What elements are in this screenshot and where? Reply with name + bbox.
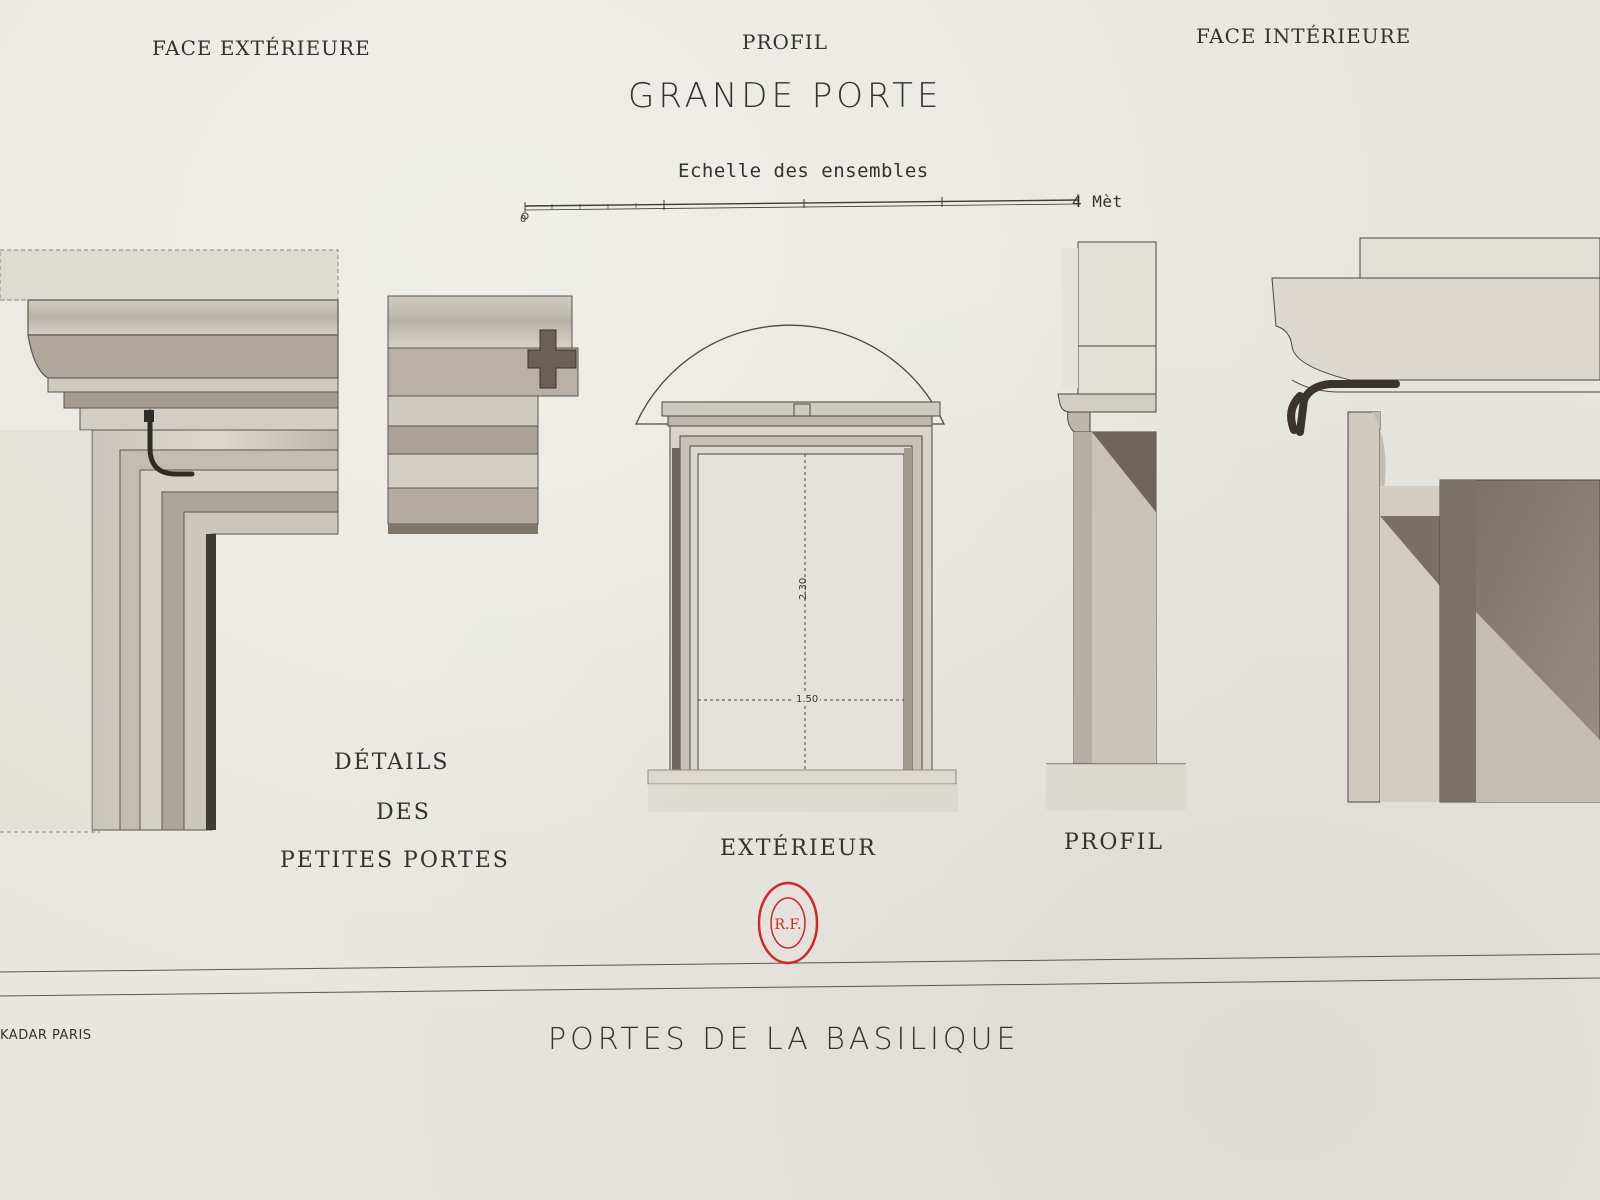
- scale-end-label: 4 Mèt: [1072, 192, 1123, 211]
- svg-text:R.F.: R.F.: [774, 917, 802, 933]
- label-details: DÉTAILS: [334, 750, 450, 775]
- face-exterieure-detail: [0, 250, 338, 832]
- scale-bar: [522, 194, 1078, 219]
- label-face-exterieure: FACE EXTÉRIEURE: [152, 36, 371, 60]
- title-grande-porte: GRANDE PORTE: [628, 76, 943, 116]
- footer-title: PORTES DE LA BASILIQUE: [548, 1022, 1020, 1057]
- label-exterieur: EXTÉRIEUR: [720, 836, 877, 861]
- dimension-width: 1.50: [796, 694, 819, 705]
- scale-zero-label: 0: [520, 214, 527, 225]
- grande-porte-profil: [1046, 242, 1186, 810]
- label-profil-top: PROFIL: [742, 30, 828, 54]
- petites-portes-profil: [388, 296, 578, 534]
- label-echelle: Echelle des ensembles: [678, 160, 929, 182]
- label-profil-bottom: PROFIL: [1064, 830, 1164, 855]
- printer-credit: KADAR PARIS: [0, 1028, 92, 1043]
- label-face-interieure: FACE INTÉRIEURE: [1196, 24, 1412, 48]
- label-petites-portes: PETITES PORTES: [280, 848, 510, 873]
- label-des: DES: [376, 800, 431, 825]
- library-stamp: [756, 880, 820, 966]
- grande-porte-exterieur: [636, 325, 958, 812]
- dimension-height: 2.30: [798, 577, 809, 600]
- face-interieure-detail: [1272, 238, 1600, 802]
